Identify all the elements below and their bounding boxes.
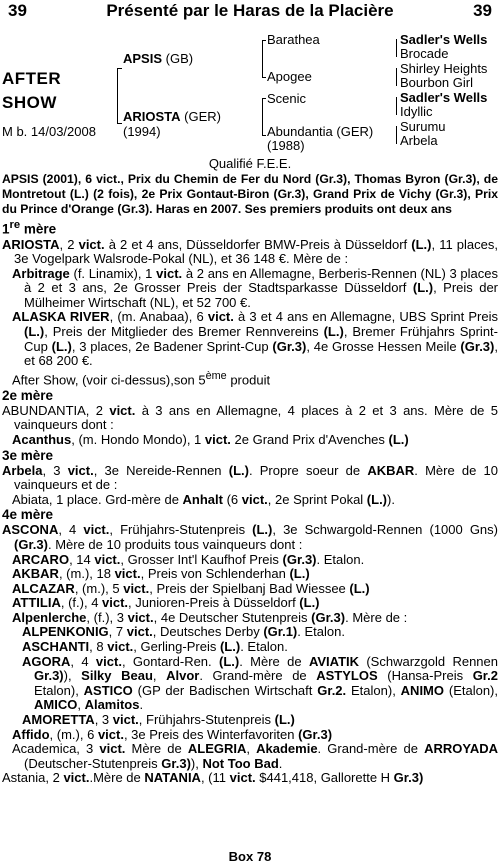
entry-arcaro: ARCARO, 14 vict., Grosser Int'l Kaufhof Preis (Gr.3). Etalon. (12, 551, 365, 567)
g3-7: Surumu (400, 119, 446, 134)
g3-4: Bourbon Girl (400, 75, 473, 90)
sire-dam: Apogee (267, 69, 312, 84)
bracket-line (117, 68, 122, 69)
bracket-line (396, 97, 397, 115)
bracket-line (262, 135, 266, 136)
entry-affido: Affido, (m.), 6 vict., 3e Preis des Winterfavoriten (Gr.3) (12, 726, 333, 742)
box-number: Box 78 (228, 849, 272, 864)
entry-abiata: Abiata, 1 place. Grd-mère de Anhalt (6 vict., 2e Sprint Pokal (L.)). (12, 491, 395, 507)
entry-akbar: AKBAR, (m.), 18 vict., Preis von Schlenderhan (L.) (12, 566, 310, 582)
sire: APSIS (GB) (123, 51, 194, 66)
g3-8: Arbela (400, 133, 438, 148)
dam-sire: Scenic (267, 91, 307, 106)
g3-2: Brocade (400, 46, 449, 61)
section-heading-2: 2e mère (2, 387, 54, 403)
bracket-line (262, 98, 266, 99)
entry-ariosta: ARIOSTA, 2 vict. à 2 et 4 ans, Düsseldorfer BMW-Preis à Düsseldorf (L.), 11 places, 3e Vogelpark Walsrode-Pokal (NL), et 36 148 €. Mère de : (2, 236, 498, 267)
dam-year: (1994) (123, 124, 161, 139)
entry-acanthus: Acanthus, (m. Hondo Mondo), 1 vict. 2e Grand Prix d'Avenches (L.) (12, 431, 409, 447)
entry-arbitrage: Arbitrage (f. Linamix), 1 vict. à 2 ans en Allemagne, Berberis-Rennen (NL) 3 places à 2 et 3 ans, 2e Grosser Preis der Stadtsparkasse Düsseldorf (L.), Preis der Mülheimer Wirtschaft (NL), et 52 700 €. (12, 265, 499, 310)
birth-info: M b. 14/03/2008 (2, 124, 96, 139)
entry-abundantia: ABUNDANTIA, 2 vict. à 3 ans en Allemagne, 4 places à 2 et 3 ans. Mère de 5 vainqueurs dont : (2, 402, 498, 433)
bracket-line (396, 39, 397, 57)
entry-ascona: ASCONA, 4 vict., Frühjahrs-Stutenpreis (L.), 3e Schwargold-Rennen (1000 Gns) (Gr.3). Mère de 10 produits tous vainqueurs dont : (2, 522, 498, 552)
dam-dam: Abundantia (GER) (267, 124, 374, 139)
dam: ARIOSTA (GER) (123, 109, 222, 124)
entry-amoretta: AMORETTA, 3 vict., Frühjahrs-Stutenpreis (L.) (22, 712, 295, 728)
sire-intro: APSIS (2001), 6 vict., Prix du Chemin de Fer du Nord (Gr.3), Thomas Byron (Gr.3), de Montretout (L.) (2 fois), 2e Prix Gontaut-Biron (Gr.3), Grand Prix de Vichy (Gr.3), Prix du Prince d'Orange (Gr.3). Haras en 2007. Ses premiers produits ont deux ans (2, 172, 498, 216)
entry-alpenkonig: ALPENKONIG, 7 vict., Deutsches Derby (Gr.1). Etalon. (22, 624, 345, 640)
bracket-line (262, 40, 263, 78)
g3-3: Shirley Heights (400, 61, 488, 76)
page-title: Présenté par le Haras de la Placière (106, 1, 394, 20)
horse-name-line2: SHOW (2, 93, 57, 112)
horse-name-line1: AFTER (2, 69, 62, 88)
page-header (0, 0, 500, 26)
entry-astania: Astania, 2 vict..Mère de NATANIA, (11 vict. $441,418, Gallorette H Gr.3) (2, 770, 424, 786)
section-heading-3: 3e mère (2, 447, 54, 463)
bracket-line (262, 98, 263, 136)
entry-arbela: Arbela, 3 vict., 3e Nereide-Rennen (L.). Propre soeur de AKBAR. Mère de 10 vainqueurs et de : (2, 462, 498, 493)
g3-5: Sadler's Wells (400, 90, 488, 105)
pedigree-table (0, 30, 500, 158)
page-number-right: 39 (473, 1, 492, 20)
entry-agora: AGORA, 4 vict., Gontard-Ren. (L.). Mère de AVIATIK (Schwarzgold Rennen Gr.3)), Silky Beau, Alvor. Grand-mère de ASTYLOS (Hansa-Preis Gr.2 Etalon), ASTICO (GP der Badischen Wirtschaft Gr.2. Etalon), ANIMO (Etalon), AMICO, Alamitos. (22, 653, 499, 713)
entry-alaska-river: ALASKA RIVER, (m. Anabaa), 6 vict. à 3 et 4 ans en Allemagne, UBS Sprint Preis (L.), Preis der Mitglieder des Bremer Rennvereins (L.), Bremer Frühjahrs Sprint-Cup (L.), 3 places, 2e Badener Sprint-Cup (Gr.3), 4e Grosse Hessen Meile (Gr.3), et 68 200 €. (12, 309, 499, 369)
dam-dam-year: (1988) (267, 138, 305, 153)
bracket-line (262, 77, 266, 78)
sire-sire: Barathea (267, 32, 320, 47)
section-heading-1: 1re mère (2, 219, 57, 237)
entry-aschanti: ASCHANTI, 8 vict., Gerling-Preis (L.). Etalon. (22, 639, 288, 655)
entry-after-show: After Show, (voir ci-dessus),son 5ème produit (12, 369, 271, 388)
entry-alpenlerche: Alpenlerche, (f.), 3 vict., 4e Deutscher Stutenpreis (Gr.3). Mère de : (12, 609, 408, 625)
section-heading-4: 4e mère (2, 507, 54, 523)
bracket-line (262, 40, 266, 41)
entry-academica: Academica, 3 vict. Mère de ALEGRIA, Akademie. Grand-mère de ARROYADA (Deutscher-Stutenpreis Gr.3)), Not Too Bad. (12, 741, 498, 771)
entry-attilia: ATTILIA, (f.), 4 vict., Junioren-Preis à Düsseldorf (L.) (12, 595, 320, 611)
qualification: Qualifié F.E.E. (208, 156, 292, 171)
bracket-line (117, 123, 122, 124)
entry-alcazar: ALCAZAR, (m.), 5 vict., Preis der Spielbanj Bad Wiessee (L.) (12, 580, 370, 596)
g3-6: Idyllic (400, 104, 433, 119)
bracket-line (396, 68, 397, 86)
catalogue-body (2, 172, 498, 786)
page-number-left: 39 (8, 1, 27, 20)
bracket-line (117, 68, 118, 124)
bracket-line (396, 126, 397, 144)
g3-1: Sadler's Wells (400, 32, 488, 47)
